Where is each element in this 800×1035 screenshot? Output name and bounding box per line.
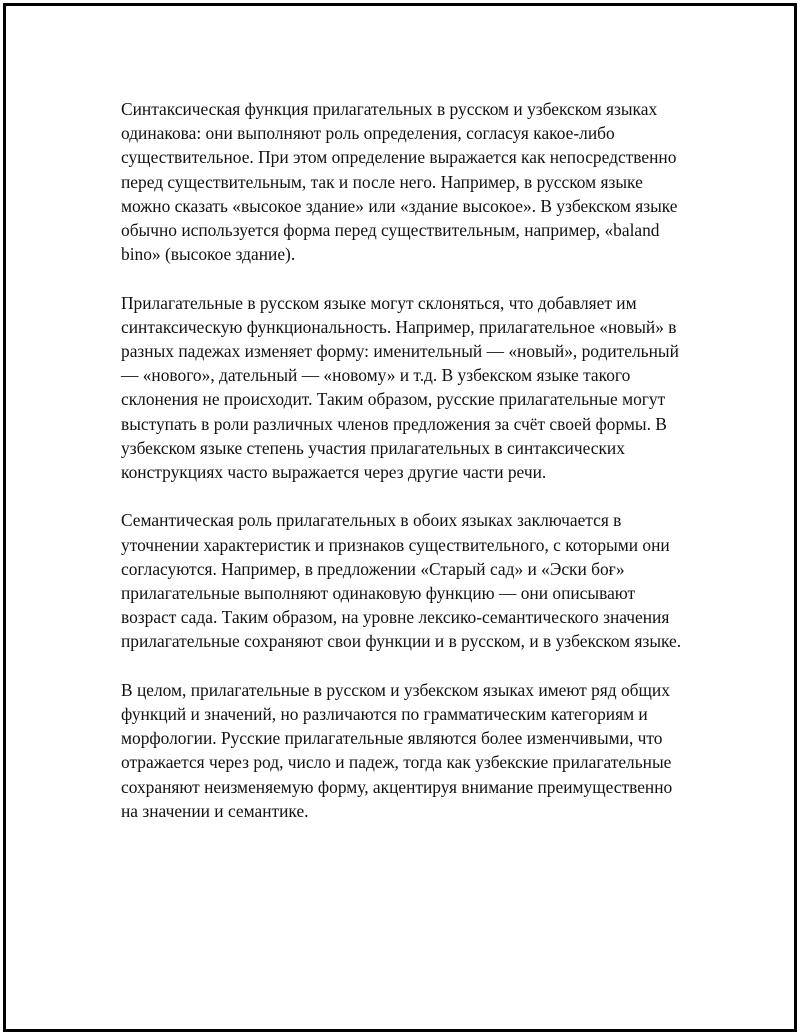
paragraph-3: Семантическая роль прилагательных в обоих языках заключается в уточнении характеристик и признаков существительного, с которыми они согласуются. Например, в предложении «Старый сад» и «Эски боғ» прилагательные выполняют одинаковую функцию — они описывают возраст сада. Таким образом, на уровне лексико-семантического значения прилагательные сохраняют свои функции и в русском, и в узбекском языке. bbox=[121, 510, 682, 652]
document-body bbox=[121, 97, 691, 823]
paragraph-2: Прилагательные в русском языке могут склоняться, что добавляет им синтаксическую функциональность. Например, прилагательное «новый» в разных падежах изменяет форму: именительный — «новый», родительный — «нового», дательный — «новому» и т.д. В узбекском языке такого склонения не происходит. Таким образом, русские прилагательные могут выступать в роли различных членов предложения за счёт своей формы. В узбекском языке степень участия прилагательных в синтаксических конструкциях часто выражается через другие части речи. bbox=[121, 292, 679, 483]
paragraph-1: Синтаксическая функция прилагательных в русском и узбекском языках одинакова: они выполняют роль определения, согласуя какое-либо существительное. При этом определение выражается как непосредственно перед существительным, так и после него. Например, в русском языке можно сказать «высокое здание» или «здание высокое». В узбекском языке обычно используется форма перед существительным, например, «baland bino» (высокое здание). bbox=[121, 99, 678, 265]
page-frame bbox=[3, 3, 797, 1032]
paragraph-4: В целом, прилагательные в русском и узбекском языках имеют ряд общих функций и значений, но различаются по грамматическим категориям и морфологии. Русские прилагательные являются более изменчивыми, что отражается через род, число и падеж, тогда как узбекские прилагательные сохраняют неизменяемую форму, акцентируя внимание преимущественно на значении и семантике. bbox=[121, 679, 673, 821]
